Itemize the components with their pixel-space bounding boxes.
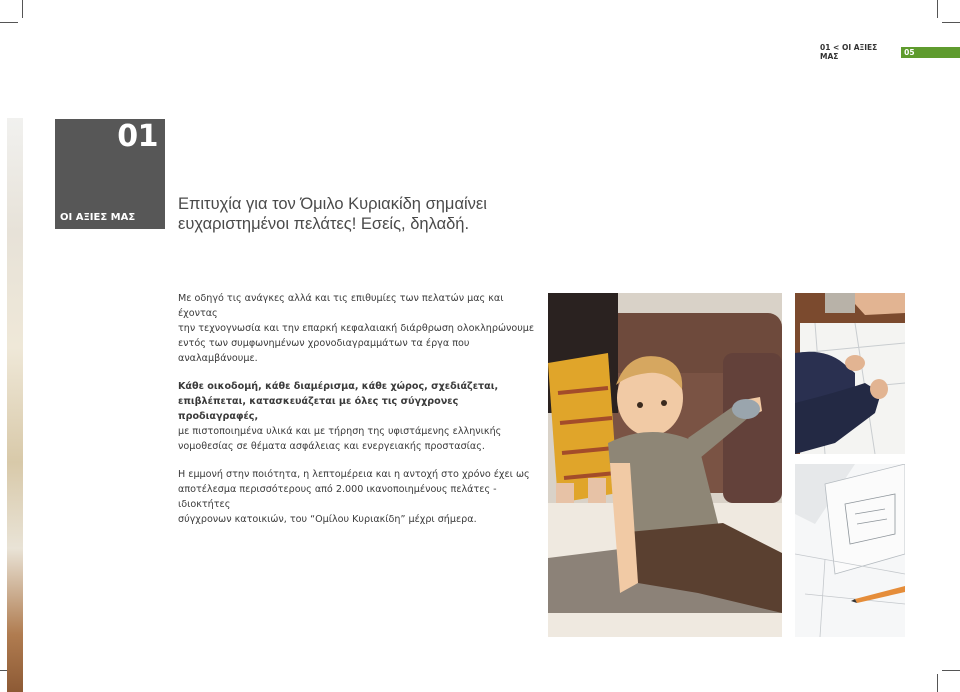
page-number: 05 [901, 47, 960, 58]
section-header-tag [820, 43, 960, 61]
left-page-photo-strip [7, 118, 23, 692]
photo-toddler [548, 293, 782, 637]
text-line: την τεχνογνωσία και την επαρκή κεφαλαιακή διάρθρωση ολοκληρώνουμε [178, 323, 535, 334]
section-number: 01 [117, 119, 158, 154]
text-line: νομοθεσίας σε θέματα ασφάλειας και ενεργειακής προστασίας. [178, 441, 485, 452]
photo-blueprint-hands [795, 293, 905, 454]
crop-mark [937, 0, 938, 18]
text-line: αποτέλεσμα περισσότερους από 2.000 ικανοποιημένους πελάτες - ιδιοκτήτες [178, 484, 497, 510]
body-text [178, 291, 538, 540]
text-line: Η εμμονή στην ποιότητα, η λεπτομέρεια και η αντοχή στο χρόνο έχει ως [178, 469, 530, 480]
text-line: με πιστοποιημένα υλικά και με τήρηση της υφιστάμενης ελληνικής [178, 426, 502, 437]
text-line: εντός των συμφωνημένων χρονοδιαγραμμάτων τα έργα που αναλαμβάνουμε. [178, 338, 470, 364]
text-line: Με οδηγό τις ανάγκες αλλά και τις επιθυμίες των πελατών μας και έχοντας [178, 293, 504, 319]
crop-mark [0, 22, 18, 23]
crop-mark [937, 674, 938, 692]
crop-mark [942, 670, 960, 671]
crop-mark [22, 0, 23, 18]
headline-line: ευχαριστημένοι πελάτες! Εσείς, δηλαδή. [178, 215, 470, 233]
paragraph [178, 467, 538, 527]
headline-line: Επιτυχία για τον Όμιλο Κυριακίδη σημαίνει [178, 195, 487, 213]
section-title: ΟΙ ΑΞΙΕΣ ΜΑΣ [60, 212, 136, 223]
section-badge [55, 119, 165, 229]
page-headline [178, 194, 538, 234]
text-line-bold: Κάθε οικοδομή, κάθε διαμέρισμα, κάθε χώρος, σχεδιάζεται, [178, 381, 499, 392]
crop-mark [942, 22, 960, 23]
paragraph [178, 291, 538, 366]
photo-architectural-plan [795, 464, 905, 637]
section-label: 01 < ΟΙ ΑΞΙΕΣ ΜΑΣ [820, 43, 878, 61]
paragraph [178, 379, 538, 454]
text-line: σύγχρονων κατοικιών, του “Ομίλου Κυριακίδη” μέχρι σήμερα. [178, 514, 477, 525]
text-line-bold: επιβλέπεται, κατασκευάζεται με όλες τις σύγχρονες προδιαγραφές, [178, 396, 459, 422]
